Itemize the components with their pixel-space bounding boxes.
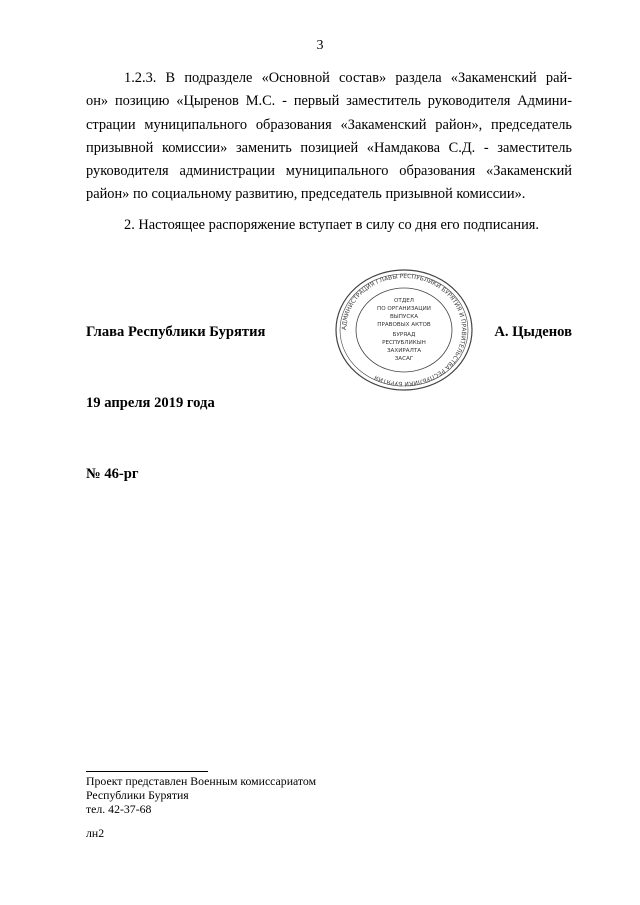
paragraph-1: [86, 67, 572, 207]
seal-line: ОТДЕЛ: [394, 298, 414, 304]
signatory-title: Глава Республики Бурятия: [86, 324, 266, 340]
paragraph-line: руководителя администрации муниципального образования «Закаменский: [86, 163, 572, 180]
seal-line: ПО ОРГАНИЗАЦИИ: [377, 306, 431, 312]
seal-line: ЗАСАГ: [394, 356, 414, 362]
paragraph-line: он» позицию «Цыренов М.С. - первый заместитель руководителя Админи-: [86, 93, 572, 110]
footnote-line: Проект представлен Военным комиссариатом: [86, 774, 317, 788]
seal-line: БУРЯАД: [392, 332, 416, 338]
reference-code: лн2: [86, 826, 105, 840]
seal-line: ПРАВОВЫХ АКТОВ: [377, 322, 431, 328]
document-date: 19 апреля 2019 года: [86, 395, 215, 411]
paragraph-line: призывной комиссии» заменить позицией «Намдакова С.Д. - заместитель: [86, 139, 572, 156]
footnote: [86, 774, 316, 817]
signatory-name: А. Цыденов: [494, 324, 572, 340]
official-seal: [334, 268, 474, 392]
paragraph-line: страции муниципального образования «Закаменский район», председатель: [86, 116, 572, 133]
footnote-line: Республики Бурятия: [86, 788, 189, 803]
page-number: 3: [316, 38, 324, 53]
seal-line: РЕСПУБЛИКЫН: [382, 340, 426, 346]
paragraph-line: район» по социальному развитию, председатель призывной комиссии».: [86, 186, 526, 203]
footnote-line: тел. 42-37-68: [86, 802, 152, 817]
seal-line: ЗАХИРАЛТА: [386, 348, 422, 354]
seal-line: ВЫПУСКА: [389, 314, 419, 320]
document-number: № 46-рг: [86, 466, 139, 482]
paragraph-line: 1.2.3. В подразделе «Основной состав» раздела «Закаменский рай-: [124, 70, 572, 86]
footnote-divider: [86, 771, 208, 772]
svg-text:АДМИНИСТРАЦИЯ ГЛАВЫ РЕСПУБЛИКИ: [341, 273, 467, 387]
seal-ring-text: АДМИНИСТРАЦИЯ ГЛАВЫ РЕСПУБЛИКИ БУРЯТИЯ И ПРАВИТЕЛЬСТВА РЕСПУБЛИКИ БУРЯТИЯ: [340, 272, 468, 388]
paragraph-2: 2. Настоящее распоряжение вступает в силу со дня его подписания.: [124, 217, 539, 233]
